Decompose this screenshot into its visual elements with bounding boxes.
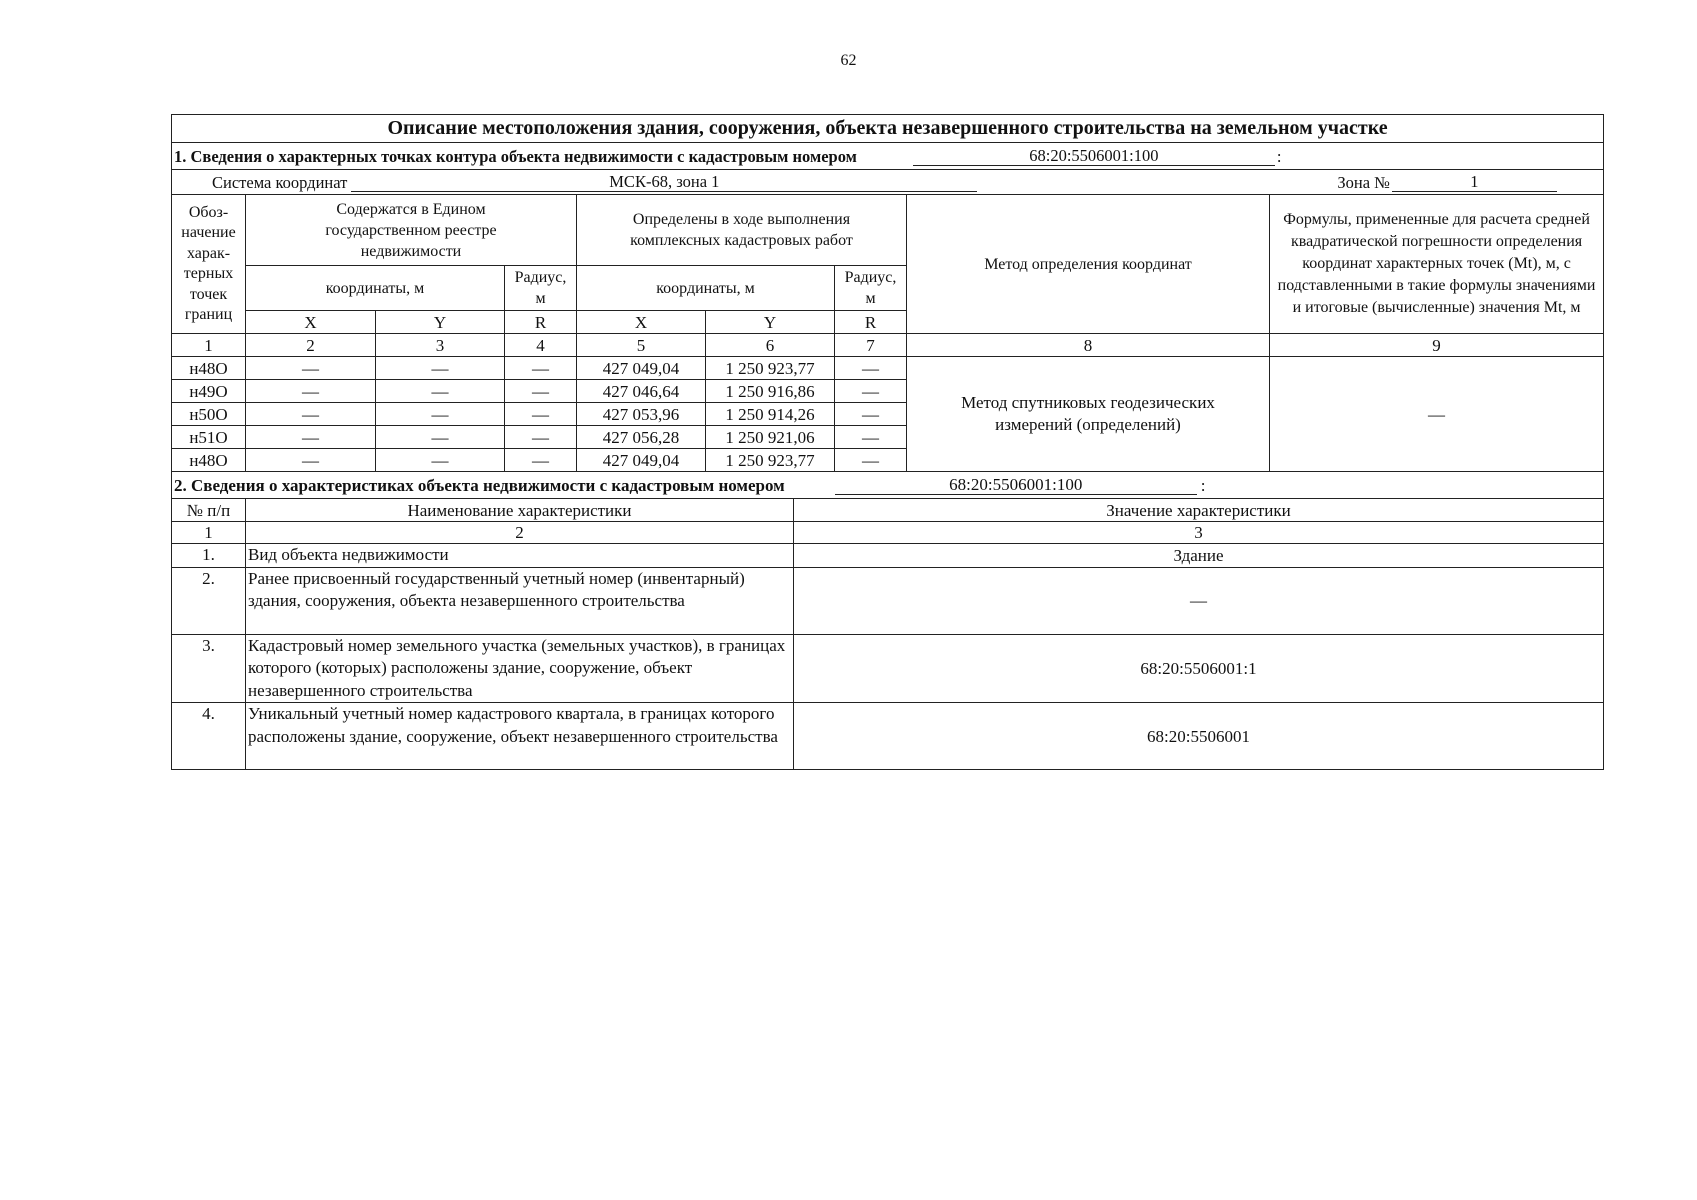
header-row-number: № п/п <box>172 499 246 522</box>
section1-suffix: : <box>1276 146 1282 166</box>
zone-value: 1 <box>1392 172 1557 192</box>
point-r: — <box>835 403 907 426</box>
column-number: 7 <box>835 334 907 357</box>
coordinate-system-row <box>172 170 1604 195</box>
point-r: — <box>835 380 907 403</box>
characteristic-number: 2. <box>172 567 246 634</box>
characteristic-row <box>172 567 1604 634</box>
column-number: 4 <box>505 334 577 357</box>
point-egrn-r: — <box>505 380 577 403</box>
point-y: 1 250 923,77 <box>706 357 835 380</box>
header-designation: Обоз- начение харак- терных точек границ <box>172 195 246 334</box>
column-number: 8 <box>907 334 1270 357</box>
header-egrn-y: Y <box>376 311 505 334</box>
point-x: 427 049,04 <box>577 449 706 472</box>
point-egrn-y: — <box>376 426 505 449</box>
header-ckr-coords: координаты, м <box>577 266 835 311</box>
section2-table <box>171 471 1604 770</box>
characteristic-number: 3. <box>172 634 246 703</box>
characteristic-value: — <box>794 567 1604 634</box>
column-number: 3 <box>794 522 1604 544</box>
point-egrn-r: — <box>505 357 577 380</box>
column-number: 2 <box>246 334 376 357</box>
column-number: 3 <box>376 334 505 357</box>
point-y: 1 250 914,26 <box>706 403 835 426</box>
section1-heading-row <box>172 143 1604 170</box>
formula-value: — <box>1270 357 1604 472</box>
characteristic-value: Здание <box>794 544 1604 568</box>
point-y: 1 250 921,06 <box>706 426 835 449</box>
point-x: 427 056,28 <box>577 426 706 449</box>
point-egrn-x: — <box>246 449 376 472</box>
page-number: 62 <box>840 52 857 69</box>
header-method: Метод определения координат <box>907 195 1270 334</box>
characteristic-value: 68:20:5506001 <box>794 703 1604 770</box>
point-x: 427 053,96 <box>577 403 706 426</box>
header-egrn: Содержатся в Едином государственном реестре недвижимости <box>246 195 577 266</box>
point-egrn-r: — <box>505 449 577 472</box>
column-number: 6 <box>706 334 835 357</box>
header-egrn-x: X <box>246 311 376 334</box>
characteristic-name: Кадастровый номер земельного участка (земельных участков), в границах которого (которых) расположены здание, сооружение, объект незавершенного строительства <box>246 634 794 703</box>
column-number: 1 <box>172 522 246 544</box>
method-value: Метод спутниковых геодезических измерений (определений) <box>907 357 1270 472</box>
point-egrn-x: — <box>246 426 376 449</box>
point-y: 1 250 916,86 <box>706 380 835 403</box>
point-r: — <box>835 426 907 449</box>
point-name: н49О <box>172 380 246 403</box>
section2-heading: 2. Сведения о характеристиках объекта недвижимости с кадастровым номером <box>174 475 785 495</box>
point-name: н50О <box>172 403 246 426</box>
header-egrn-r: R <box>505 311 577 334</box>
point-egrn-y: — <box>376 449 505 472</box>
header-ckr-radius: Радиус, м <box>835 266 907 311</box>
characteristic-name: Ранее присвоенный государственный учетный номер (инвентарный) здания, сооружения, объекта незавершенного строительства <box>246 567 794 634</box>
header-characteristic-value: Значение характеристики <box>794 499 1604 522</box>
header-ckr: Определены в ходе выполнения комплексных кадастровых работ <box>577 195 907 266</box>
characteristic-value: 68:20:5506001:1 <box>794 634 1604 703</box>
column-number: 9 <box>1270 334 1604 357</box>
header-ckr-y: Y <box>706 311 835 334</box>
point-row <box>172 357 1604 380</box>
header-egrn-radius: Радиус, м <box>505 266 577 311</box>
point-name: н51О <box>172 426 246 449</box>
header-ckr-x: X <box>577 311 706 334</box>
characteristic-name: Вид объекта недвижимости <box>246 544 794 568</box>
column-number: 2 <box>246 522 794 544</box>
header-characteristic-name: Наименование характеристики <box>246 499 794 522</box>
header-ckr-r: R <box>835 311 907 334</box>
point-egrn-y: — <box>376 403 505 426</box>
section2-suffix: : <box>1200 475 1206 495</box>
characteristic-row <box>172 544 1604 568</box>
point-name: н48О <box>172 449 246 472</box>
section1-cadastral-number: 68:20:5506001:100 <box>913 146 1275 166</box>
column-number: 5 <box>577 334 706 357</box>
zone-label: Зона № <box>1337 172 1390 192</box>
point-r: — <box>835 449 907 472</box>
point-r: — <box>835 357 907 380</box>
column-number: 1 <box>172 334 246 357</box>
point-egrn-r: — <box>505 426 577 449</box>
coord-system-label: Система координат <box>212 172 348 192</box>
column-number-row <box>172 334 1604 357</box>
section2-cadastral-number: 68:20:5506001:100 <box>835 475 1197 495</box>
characteristic-name: Уникальный учетный номер кадастрового квартала, в границах которого расположены здание, сооружение, объект незавершенного строительства <box>246 703 794 770</box>
document-title: Описание местоположения здания, сооружения, объекта незавершенного строительства на земельном участке <box>172 115 1604 143</box>
header-egrn-coords: координаты, м <box>246 266 505 311</box>
section1-table <box>171 114 1604 472</box>
section1-heading: 1. Сведения о характерных точках контура объекта недвижимости с кадастровым номером <box>174 146 857 166</box>
point-egrn-r: — <box>505 403 577 426</box>
point-egrn-x: — <box>246 357 376 380</box>
characteristic-number: 1. <box>172 544 246 568</box>
point-y: 1 250 923,77 <box>706 449 835 472</box>
characteristic-number: 4. <box>172 703 246 770</box>
section2-heading-row <box>172 472 1604 499</box>
point-egrn-y: — <box>376 380 505 403</box>
point-egrn-x: — <box>246 403 376 426</box>
point-x: 427 046,64 <box>577 380 706 403</box>
characteristic-row <box>172 634 1604 703</box>
coord-system-value: МСК-68, зона 1 <box>351 172 977 192</box>
point-name: н48О <box>172 357 246 380</box>
location-description-sheet <box>171 114 1603 770</box>
point-x: 427 049,04 <box>577 357 706 380</box>
header-formulas: Формулы, примененные для расчета средней квадратической погрешности определения координат характерных точек (Mt), м, с подставленными в такие формулы значениями и итоговые (вычисленные) значения Mt, м <box>1270 195 1604 334</box>
point-egrn-y: — <box>376 357 505 380</box>
characteristic-row <box>172 703 1604 770</box>
point-egrn-x: — <box>246 380 376 403</box>
